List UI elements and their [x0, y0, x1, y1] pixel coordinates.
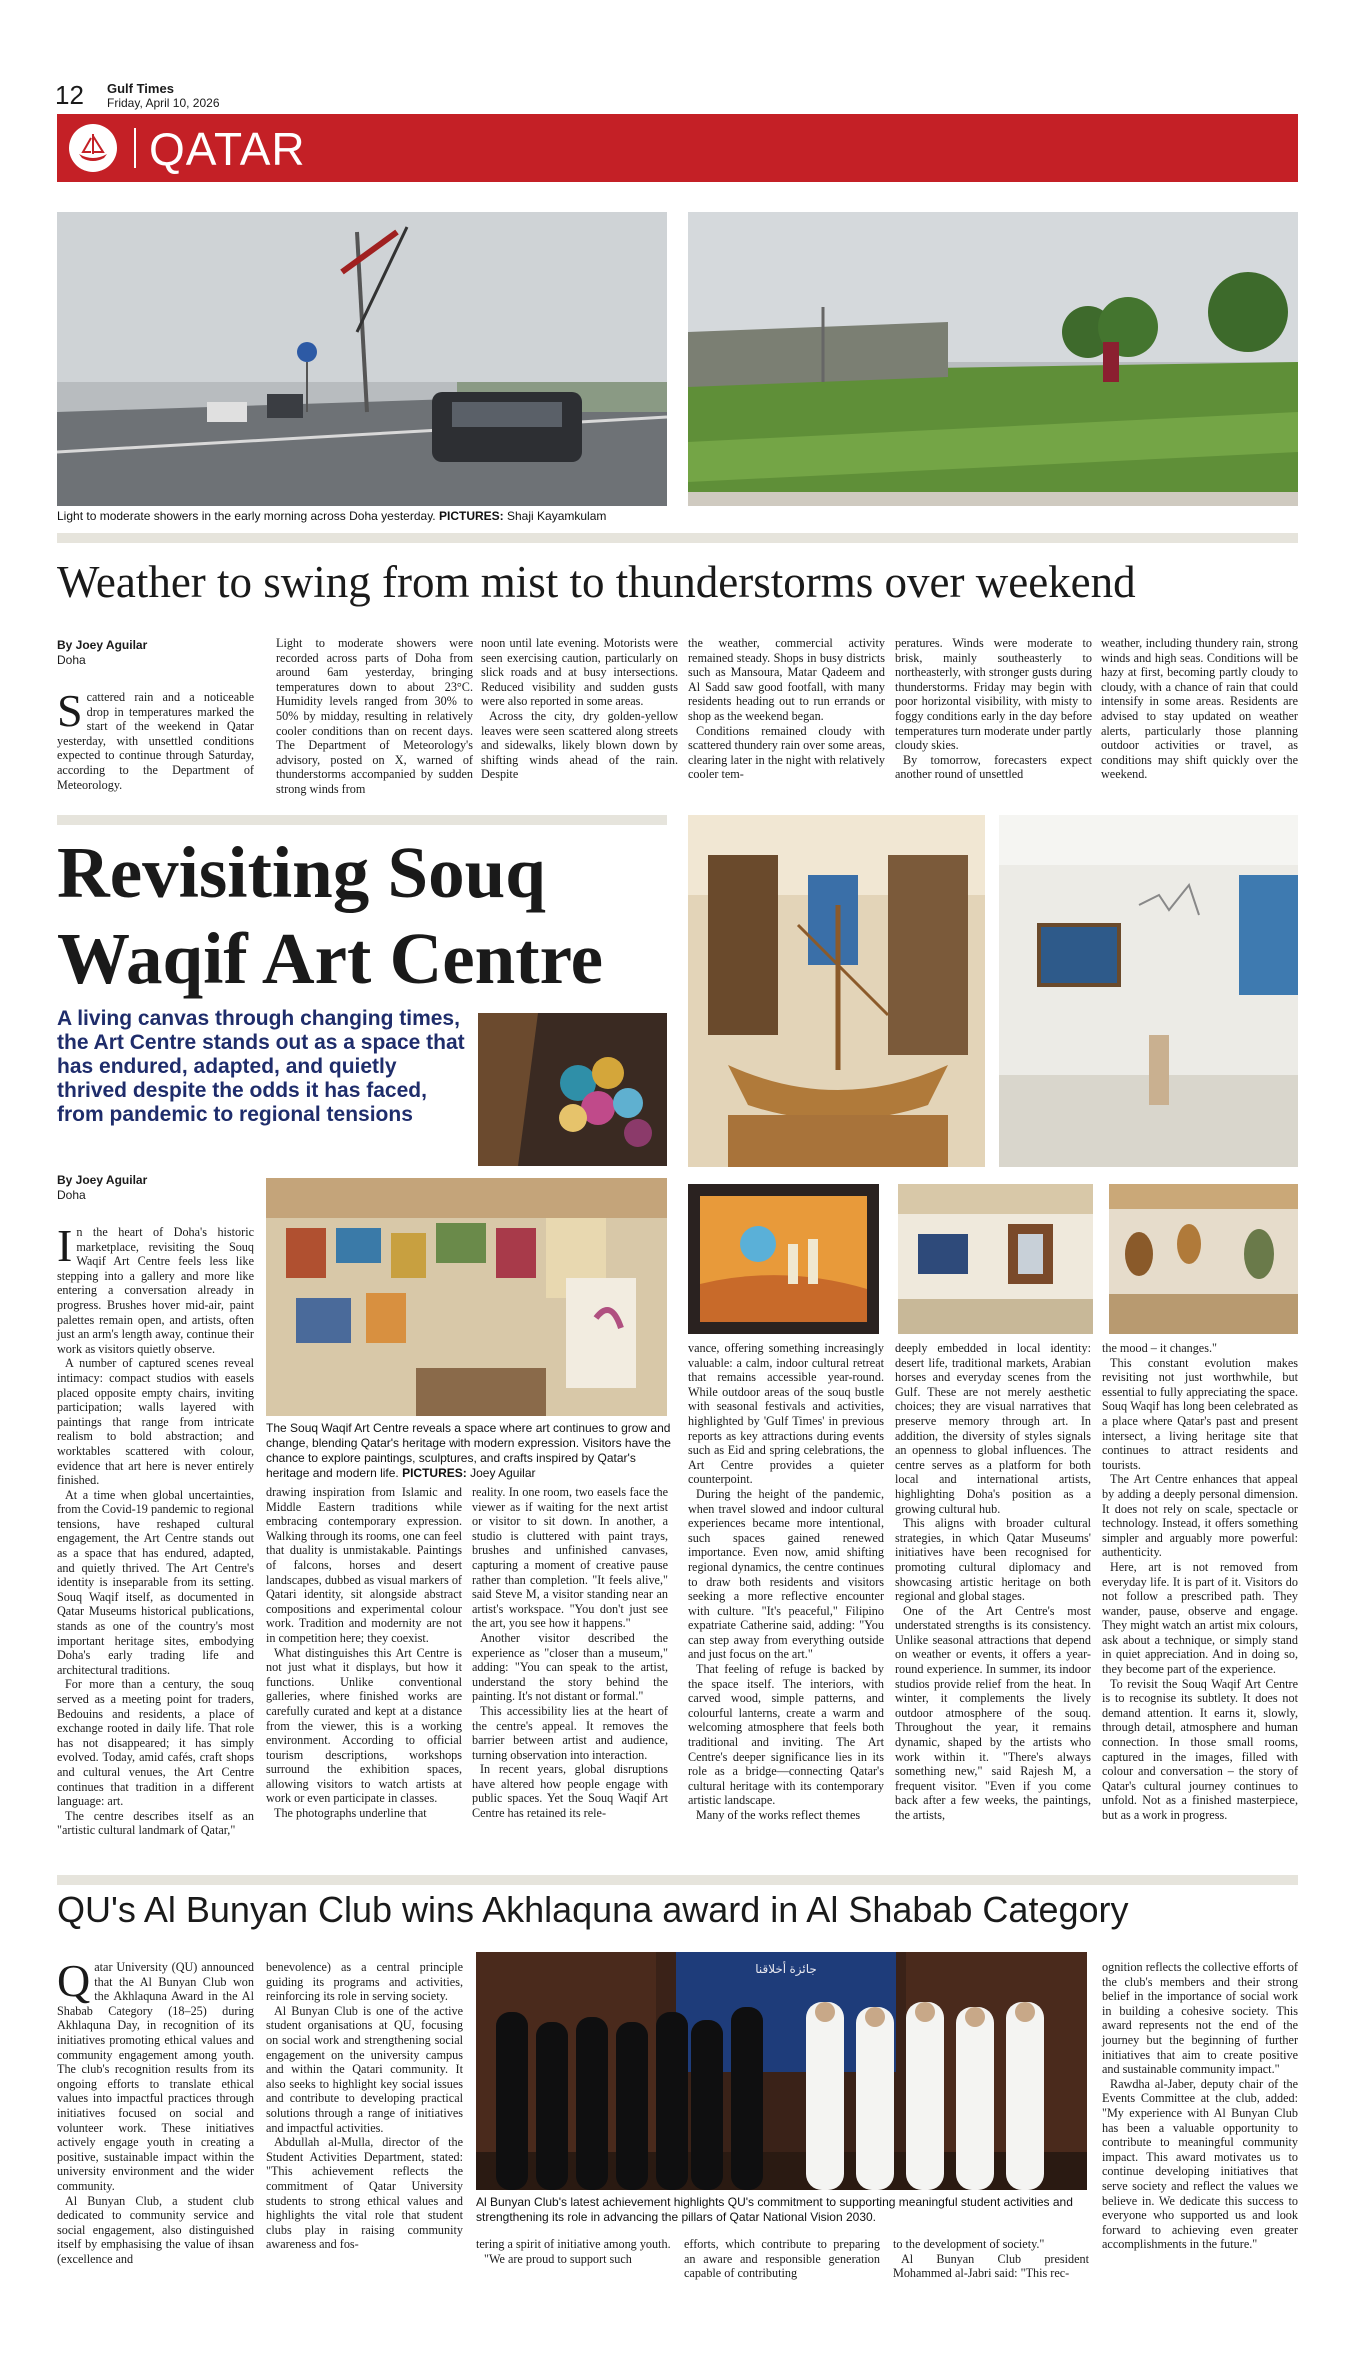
byline-place: Doha [57, 653, 86, 667]
paragraph: By tomorrow, forecasters expect another round of unsettled [895, 752, 1092, 782]
paragraph: Another visitor described the experience as "closer than a museum," adding: "You can speak to the artist, understand the story behind the painting. It's not distant or formal." [472, 1630, 668, 1704]
qu-column-2 [266, 1960, 463, 2252]
park-photo [688, 212, 1298, 506]
paragraph: tering a spirit of initiative among youth. [476, 2237, 671, 2251]
art-column-2 [266, 1485, 462, 1821]
qu-headline: QU's Al Bunyan Club wins Akhlaquna award in Al Shabab Category [57, 1889, 1129, 1930]
weather-column-1 [57, 685, 254, 792]
paper-name: Gulf Times [107, 81, 174, 96]
paragraph: During the height of the pandemic, when travel slowed and indoor cultural experiences became more intentional, such spaces gained renewed importance. Even now, amid shifting regional dynamics, the centre continues to draw both residents and visitors seeking a more reflective encounter with culture. "It's peaceful," Filipino expatriate Catherine said, adding: "You can step away from everything outside and just focus on the art." [688, 1486, 884, 1662]
weather-column-5 [895, 636, 1092, 782]
paragraph: Light to moderate showers were recorded across parts of Doha from around 6am yesterday, bringing temperatures down to about 23°C. Humidity levels ranged from 30% to 50% by midday, resulting in relatively cooler conditions than on recent days. The Department of Meteorology's advisory, posted on X, warned of thunderstorms accompanied by sudden strong winds from [276, 636, 473, 796]
art-standfirst: A living canvas through changing times, the Art Centre stands out as a space that has endured, adapted, and quietly thrived despite the odds it has faced, from pandemic to regional tensions [57, 1007, 465, 1126]
paragraph: to the development of society." [893, 2237, 1045, 2251]
paragraph: benevolence) as a central principle guiding its programs and activities, reinforcing its role in serving society. [266, 1960, 463, 2004]
caption-credit: Shaji Kayamkulam [507, 509, 607, 523]
paragraph: That feeling of refuge is backed by the space itself. The interiors, with carved wood, simple patterns, and colourful lanterns, create a warm and welcoming atmosphere that feels both traditional and inviting. The Art Centre's deeper significance lies in its role as a bridge—connecting Qatar's cultural heritage with its contemporary artistic landscape. [688, 1662, 884, 1808]
art-headline-rule [57, 815, 667, 825]
art-studio-photo [266, 1178, 667, 1416]
dropcap: Q [57, 1955, 91, 2006]
paragraph: Here, art is not removed from everyday life. It is part of it. Visitors do not follow a prescribed path. They wander, pause, observe and engage. They might watch an artist mix colours, ask about a technique, or simply stand in quiet appreciation. And in doing so, they become part of the experience. [1102, 1559, 1298, 1677]
dropcap: I [57, 1220, 73, 1271]
paragraph: For more than a century, the souq served as a meeting point for traders, Bedouins and residents, a place of exchange rooted in daily life. That role has not disappeared; it has simply evolved. Today, amid cafés, craft shops and cultural venues, the Art Centre continues that tradition in a different language: art. [57, 1677, 254, 1809]
art-column-4 [688, 1341, 884, 1823]
headline-line-2: Waqif Art Centre [57, 918, 604, 999]
paragraph: In recent years, global disruptions have altered how people engage with public spaces. Yet the Souq Waqif Art Centre has retained its rele- [472, 1762, 668, 1821]
paragraph: noon until late evening. Motorists were seen exercising caution, particularly on slick roads and at busy intersections. Reduced visibility and sudden gusts were also reported in some areas. [481, 636, 678, 709]
paragraph-text: atar University (QU) announced that the Al Bunyan Club won the Akhlaquna Award in the Al Shabab Category (18–25) during Akhlaquna Day, in recognition of its initiatives promoting ethical values and community engagement among youth. The club's recognition results from its ongoing efforts to translate ethical values into impactful practices through initiatives focused on social and volunteer work. These initiatives actively engage youth in creating a positive, sustainable impact within the university environment and the wider community. [57, 1960, 254, 2193]
byline-name: By Joey Aguilar [57, 638, 148, 652]
qu-column-4 [684, 2237, 880, 2281]
dhow-logo-icon [69, 124, 117, 172]
paragraph: Conditions remained cloudy with scattered thundery rain over some areas, clearing later in the night with relatively cooler tem- [688, 723, 885, 782]
weather-headline: Weather to swing from mist to thunderstorms over weekend [57, 557, 1136, 607]
paragraph: This accessibility lies at the heart of the centre's appeal. It removes the barrier between artist and audience, turning observation into interaction. [472, 1703, 668, 1762]
paragraph: cattered rain and a noticeable drop in temperatures marked the start of the weekend in Qatar yesterday, with unsettled conditions expected to continue through Saturday, according to the Department of Meteorology. [57, 690, 254, 792]
art-column-3 [472, 1485, 668, 1821]
desert-painting-photo [688, 1184, 879, 1334]
paragraph [57, 1955, 254, 2194]
art-byline [57, 1173, 257, 1203]
paragraph: vance, offering something increasingly valuable: a calm, indoor cultural retreat that remains accessible year-round. While outdoor areas of the souq bustle with seasonal festivals and activities, highlighted by 'Gulf Times' in previous reports as key attractions during events such as Eid and spring celebrations, the Art Centre provides a quieter counterpoint. [688, 1341, 884, 1487]
paragraph: Al Bunyan Club, a student club dedicated to community service and social engagement, also distinguished itself by emphasising the value of ihsan (excellence and [57, 2193, 254, 2266]
weather-byline [57, 638, 257, 668]
section-banner [57, 114, 1298, 182]
qu-column-6 [1102, 1960, 1298, 2252]
caption-credit-label: PICTURES: [402, 1466, 467, 1480]
qu-column-1 [57, 1955, 254, 2266]
caption-text: The Souq Waqif Art Centre reveals a space where art continues to grow and change, blending Qatar's heritage with modern expression. Visitors have the chance to explore paintings, sculptures, and crafts inspired by Qatar's heritage and modern life. [266, 1421, 671, 1480]
paragraph: Abdullah al-Mulla, director of the Student Activities Department, stated: "This achievement reflects the commitment of Qatar University students to strong ethical values and highlights the vital role that student clubs play in raising community awareness and fos- [266, 2135, 463, 2252]
lanterns-photo [478, 1013, 667, 1166]
page-number: 12 [55, 80, 84, 110]
paragraph: efforts, which contribute to preparing an aware and responsible generation capable of contributing [684, 2237, 880, 2281]
paragraph: Al Bunyan Club president Mohammed al-Jabri said: "This rec- [893, 2251, 1089, 2281]
paragraph: reality. In one room, two easels face the viewer as if waiting for the next artist or visitor to sit down. In another, a studio is cluttered with paint trays, brushes and unfinished canvases, capturing a moment of creative pause rather than completion. "It feels alive," said Steve M, a visitor standing near an artist's workspace. "You don't just see the art, you see how it happens." [472, 1485, 668, 1631]
qu-photo-caption: Al Bunyan Club's latest achievement highlights QU's commitment to supporting meaningful student activities and strengthening its role in advancing the pillars of Qatar National Vision 2030. [476, 2195, 1073, 2224]
paragraph: This aligns with broader cultural strategies, in which Qatar Museums' initiatives have been recognised for promoting cultural diplomacy and showcasing artistic heritage on both regional and global stages. [895, 1516, 1091, 1604]
paragraph: weather, including thundery rain, strong winds and high seas. Conditions will be hazy at first, becoming partly cloudy to cloudy, with a chance of rain that could intensify in some areas. Residents are advised to stay updated on weather alerts, particularly those planning outdoor activities or travel, as conditions may shift quickly over the weekend. [1101, 636, 1298, 782]
pottery-shelf-photo [1109, 1184, 1298, 1334]
headline-line-1: Revisiting Souq [57, 832, 546, 913]
paragraph: One of the Art Centre's most understated strengths is its consistency. Unlike seasonal attractions that depend on weather or events, it offers a year-round experience. In summer, its indoor studios provide relief from the heat. In winter, it complements the lively outdoor atmosphere of the souq. Throughout the year, it remains dynamic, shaped by the artists who work within it. "There's always something new," said Rajesh M, a frequent visitor. "Even if you come back after a few weeks, the paintings, the artists, [895, 1603, 1091, 1822]
qu-headline-rule [57, 1875, 1298, 1885]
gallery-room-photo [999, 815, 1298, 1167]
dhow-model-photo [688, 815, 985, 1167]
paragraph: Rawdha al-Jaber, deputy chair of the Events Committee at the club, added: "My experience with Al Bunyan Club has been a valuable opportunity to contribute to meaningful community impact. This award motivates us to continue developing initiatives that serve society and reflect the values we believe in. We dedicate this success to everyone who supported us and look forward to achieving even greater accomplishments in the future." [1102, 2076, 1298, 2252]
byline-place: Doha [57, 1188, 86, 1202]
weather-headline-rule [57, 533, 1298, 543]
qu-column-3 [476, 2237, 672, 2266]
paragraph: Al Bunyan Club is one of the active student organisations at QU, focusing on social work and strengthening social engagement on the university campus and within the Qatari community. It also seeks to highlight key social issues and contribute to developing practical solutions through a range of initiatives and impactful activities. [266, 2003, 463, 2135]
rainy-road-photo [57, 212, 667, 506]
paragraph: peratures. Winds were moderate to brisk, mainly southeasterly to northeasterly, with stronger gusts during thunderstorms. Friday may begin with poor horizontal visibility, with misty to foggy conditions early in the day before temperatures turn moderate under partly cloudy skies. [895, 636, 1092, 753]
paragraph: the weather, commercial activity remained steady. Shops in busy districts such as Mansoura, Matar Qadeem and Al Sadd saw good footfall, with many residents heading out to run errands or shop as the weekend began. [688, 636, 885, 723]
caption-credit: Joey Aguilar [470, 1466, 536, 1480]
paragraph: This constant evolution makes revisiting not just worthwhile, but essential to fully appreciating the space. Souq Waqif has long been celebrated as a place where Qatar's past and present intersect, a living heritage site that continues to attract residents and tourists. [1102, 1355, 1298, 1472]
weather-column-2 [276, 636, 473, 797]
section-title: QATAR [149, 123, 306, 175]
weather-column-6 [1101, 636, 1298, 782]
qu-column-5 [893, 2237, 1089, 2281]
dropcap: S [57, 685, 83, 736]
byline-name: By Joey Aguilar [57, 1173, 148, 1187]
paragraph: Across the city, dry golden-yellow leaves were seen scattered along streets and sidewalks, likely blown down by shifting winds ahead of the rain. Despite [481, 708, 678, 782]
issue-date: Friday, April 10, 2026 [107, 96, 220, 110]
caption-credit-label: PICTURES: [438, 509, 504, 523]
paragraph: The Art Centre enhances that appeal by adding a deeply personal dimension. It does not rely on scale, spectacle or technology. Instead, it offers something simpler and arguably more powerful: authenticity. [1102, 1472, 1298, 1560]
art-column-6 [1102, 1341, 1298, 1823]
weather-photo-caption [57, 509, 757, 524]
paragraph: To revisit the Souq Waqif Art Centre is to recognise its subtlety. It does not demand attention. It earns it, slowly, through detail, atmosphere and human connection. In those small rooms, captured in the images, filled with colour and conversation – the story of Qatar's cultural journey continues to unfold. Not as a finished masterpiece, but as a work in progress. [1102, 1676, 1298, 1822]
paragraph: deeply embedded in local identity: desert life, traditional markets, Arabian horses and everyday scenes from the Gulf. These are not merely aesthetic choices; they are visual narratives that preserve memory through art. In addition, the diversity of styles signals an openness to global influences. The centre serves as a platform for both local and international artists, highlighting Doha's position as a growing cultural hub. [895, 1341, 1091, 1516]
paragraph: What distinguishes this Art Centre is not just what it displays, but how it functions. Unlike conventional galleries, where finished works are carefully curated and kept at a distance from the viewer, this is a working environment. According to official tourism descriptions, workshops surround the exhibition spaces, allowing visitors to watch artists at work or even participate in classes. [266, 1645, 462, 1806]
paragraph: the mood – it changes." [1102, 1341, 1217, 1355]
art-headline [57, 830, 677, 1002]
award-group-photo [476, 1952, 1087, 2190]
paragraph: At a time when global uncertainties, from the Covid-19 pandemic to regional tensions, have reshaped cultural engagement, the Art Centre stands out as a space that has endured, adapted, and quietly thrived. The Art Centre's identity is inseparable from its setting. Souq Waqif itself, as documented in Qatar Museums historical publications, stands as one of the country's most important heritage sites, embodying Doha's early trading life and architectural traditions. [57, 1487, 254, 1677]
paragraph-text: n the heart of Doha's historic marketplace, revisiting the Souq Waqif Art Centre feels less like stepping into a gallery and more like entering a conversation already in progress. Brushes hover mid-air, paint palettes remain open, and artists, often just an arm's length away, continue their work as visitors quietly observe. [57, 1225, 254, 1356]
banner-divider [134, 128, 136, 168]
weather-column-4 [688, 636, 885, 782]
art-column-1 [57, 1220, 254, 1838]
paragraph: ognition reflects the collective efforts of the club's members and their strong belief in the importance of social work in building a cohesive society. This award represents not the end of the journey but the beginning of further initiatives that aim to create positive and sustainable community impact." [1102, 1960, 1298, 2077]
paragraph: The photographs underline that [274, 1806, 427, 1821]
art-column-5 [895, 1341, 1091, 1823]
paragraph: "We are proud to support such [484, 2251, 632, 2266]
paragraph: drawing inspiration from Islamic and Middle Eastern traditions while embracing contemporary expression. Walking through its rooms, one can feel that duality is unmistakable. Paintings of falcons, horses and desert landscapes, dubbed as visual markers of Qatari identity, sit alongside abstract compositions and experimental colour work. Tradition and modernity are not in competition here; they coexist. [266, 1485, 462, 1645]
paragraph [57, 1220, 254, 1356]
gallery-corridor-photo [898, 1184, 1093, 1334]
paragraph: The centre describes itself as an "artistic cultural landmark of Qatar," [57, 1808, 254, 1838]
caption-text: Light to moderate showers in the early morning across Doha yesterday. [57, 509, 436, 523]
art-photo-caption [266, 1421, 671, 1481]
weather-column-3 [481, 636, 678, 782]
photo-banner-text: جائزة أخلاقنا [755, 1962, 817, 1976]
paragraph: Many of the works reflect themes [696, 1808, 861, 1822]
paragraph: A number of captured scenes reveal intimacy: compact studios with easels placed opposite empty chairs, inviting participation; walls layered with paintings that range from intricate realism to bold abstraction; and worktables scattered with colour, evidence that art here is never entirely finished. [57, 1356, 254, 1488]
